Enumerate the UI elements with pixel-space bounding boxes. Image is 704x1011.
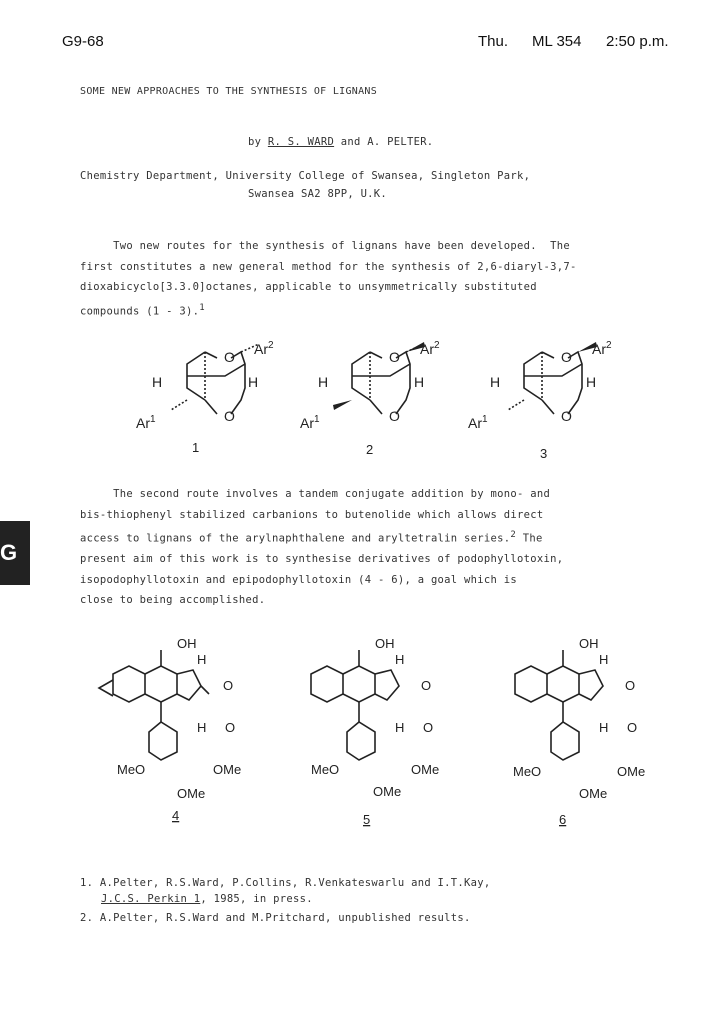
methoxy-label: MeO [117, 762, 146, 777]
paragraph-2-line: isopodophyllotoxin and epipodophyllotoxin (4 - 6), a goal which is [80, 573, 518, 586]
podophyllotoxin-structures [85, 630, 675, 830]
reference-1-line-2 [101, 893, 313, 905]
dioxabicyclooctane-structures [120, 330, 680, 470]
hydrogen-label: H [490, 374, 501, 390]
oxygen-label: O [225, 720, 236, 735]
hydrogen-label: H [318, 374, 329, 390]
structure-6 [515, 650, 603, 760]
author-and: and [340, 136, 361, 148]
reference-2: 2. A.Pelter, R.S.Ward and M.Pritchard, unpublished results. [80, 912, 471, 924]
methoxy-label: OMe [617, 764, 646, 779]
session-time: 2:50 p.m. [606, 33, 669, 50]
hydroxyl-label: OH [579, 636, 599, 651]
paragraph-1 [80, 236, 577, 322]
oxygen-label: O [627, 720, 638, 735]
aryl-2-label: Ar$^2$ [592, 340, 612, 357]
affiliation-line-2: Swansea SA2 8PP, U.K. [248, 188, 388, 200]
oxygen-label: O [224, 349, 235, 365]
compound-number: 6 [559, 812, 567, 827]
paragraph-2-line: bis-thiophenyl stabilized carbanions to butenolide which allows direct [80, 508, 544, 521]
methoxy-label: OMe [411, 762, 440, 777]
reference-1-rest: , 1985, in press. [200, 893, 313, 905]
paragraph-1-text: compounds (1 - 3). [80, 305, 200, 318]
hydrogen-label: H [586, 374, 597, 390]
oxygen-label: O [224, 408, 235, 424]
oxygen-label: O [423, 720, 434, 735]
author-prefix: by [248, 136, 262, 148]
aryl-1-label: Ar$^1$ [136, 414, 156, 431]
section-tab: G [0, 521, 30, 585]
paragraph-1-line: first constitutes a new general method for the synthesis of 2,6-diaryl-3,7- [80, 260, 577, 273]
aryl-2-label: Ar$^2$ [420, 340, 440, 357]
methoxy-label: MeO [311, 762, 340, 777]
oxygen-label: O [389, 349, 400, 365]
hydrogen-label: H [248, 374, 259, 390]
hydroxyl-label: OH [177, 636, 197, 651]
structure-1 [171, 344, 259, 414]
hydrogen-label: H [197, 720, 207, 735]
citation-1: 1 [199, 302, 205, 313]
abstract-code: G9-68 [62, 33, 104, 50]
hydrogen-label: H [395, 652, 405, 667]
reference-1-journal: J.C.S. Perkin 1 [101, 893, 201, 905]
methoxy-label: MeO [513, 764, 542, 779]
compound-number: 1 [192, 440, 200, 455]
wedge-bond [333, 400, 352, 410]
paragraph-1-line: Two new routes for the synthesis of lignans have been developed. The [80, 240, 570, 252]
paragraph-2-text: The [516, 532, 543, 545]
citation-2: 2 [510, 530, 517, 541]
session-day: Thu. [478, 33, 509, 50]
paragraph-1-line: dioxabicyclo[3.3.0]octanes, applicable to unsymmetrically substituted [80, 281, 537, 294]
compound-number: 5 [363, 812, 371, 827]
hydrogen-label: H [599, 720, 609, 735]
compound-number: 3 [540, 446, 548, 461]
oxygen-label: O [561, 349, 572, 365]
oxygen-label: O [421, 678, 432, 693]
reference-1-line-1: 1. A.Pelter, R.S.Ward, P.Collins, R.Venkateswarlu and I.T.Kay, [80, 877, 491, 889]
paragraph-2-line: present aim of this work is to synthesise derivatives of podophyllotoxin, [80, 553, 564, 566]
session-room: ML 354 [532, 33, 582, 50]
paragraph-2-line [80, 525, 563, 549]
methoxy-label: OMe [373, 784, 402, 799]
hydrogen-label: H [414, 374, 425, 390]
paragraph-2 [80, 484, 563, 611]
oxygen-label: O [389, 408, 400, 424]
author-2: A. PELTER. [367, 136, 434, 148]
paragraph-2-line: The second route involves a tandem conjugate addition by mono- and [80, 488, 551, 500]
oxygen-label: O [625, 678, 636, 693]
methoxy-label: OMe [177, 786, 206, 801]
hydrogen-label: H [152, 374, 163, 390]
paragraph-2-text: access to lignans of the arylnaphthalene and aryltetralin series. [80, 532, 511, 545]
author-line [248, 136, 433, 148]
hydrogen-label: H [395, 720, 405, 735]
methoxy-label: OMe [213, 762, 242, 777]
paragraph-2-line: close to being accomplished. [80, 594, 266, 607]
aryl-1-label: Ar$^1$ [300, 414, 320, 431]
paragraph-1-line [80, 298, 577, 322]
aryl-2-label: Ar$^2$ [254, 340, 274, 357]
compound-number: 4 [172, 808, 180, 823]
structure-5 [311, 650, 399, 760]
aryl-1-label: Ar$^1$ [468, 414, 488, 431]
hydrogen-label: H [599, 652, 609, 667]
hydrogen-label: H [197, 652, 207, 667]
methoxy-label: OMe [579, 786, 608, 801]
oxygen-label: O [561, 408, 572, 424]
compound-number: 2 [366, 442, 374, 457]
hydroxyl-label: OH [375, 636, 395, 651]
structure-4 [99, 650, 209, 760]
paper-title: SOME NEW APPROACHES TO THE SYNTHESIS OF LIGNANS [80, 86, 378, 97]
author-1: R. S. WARD [267, 136, 335, 148]
oxygen-label: O [223, 678, 234, 693]
affiliation-line-1: Chemistry Department, University College of Swansea, Singleton Park, [80, 170, 531, 182]
